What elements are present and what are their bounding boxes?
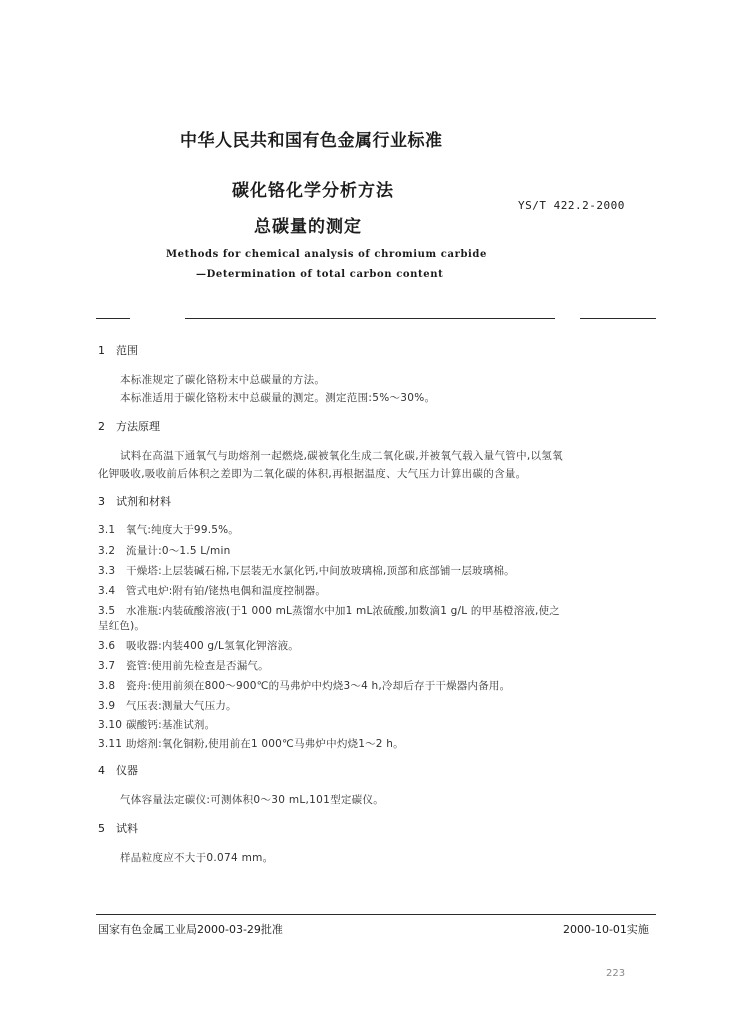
item-number: 3.2 [98, 545, 116, 557]
item-text: 流量计:0～1.5 L/min [126, 545, 231, 557]
list-item [98, 638, 299, 653]
item-text: 氧气:纯度大于99.5%。 [126, 524, 239, 536]
section-title: 方法原理 [116, 420, 160, 433]
section-number: 2 [98, 420, 105, 433]
item-number: 3.11 [98, 738, 123, 750]
footer-divider [96, 914, 656, 915]
section-heading [98, 762, 138, 778]
implementation-date: 2000-10-01实施 [563, 923, 649, 936]
section-heading [98, 820, 138, 836]
item-number: 3.1 [98, 524, 116, 536]
list-item [98, 563, 515, 578]
section-number: 4 [98, 764, 105, 777]
paragraph: 样品粒度应不大于0.074 mm。 [120, 852, 274, 864]
section-heading [98, 342, 138, 358]
header-divider-gap [130, 316, 185, 321]
list-item [98, 658, 269, 673]
paragraph: 气体容量法定碳仪:可测体积0～30 mL,101型定碳仪。 [120, 794, 385, 806]
section-number: 5 [98, 822, 105, 835]
section-number: 3 [98, 495, 105, 508]
document-title-line2: 总碳量的测定 [254, 217, 362, 237]
paragraph: 本标准适用于碳化铬粉末中总碳量的测定。测定范围:5%～30%。 [120, 392, 436, 404]
item-number: 3.5 [98, 605, 116, 617]
item-number: 3.3 [98, 565, 116, 577]
list-item [98, 698, 237, 713]
item-number: 3.4 [98, 585, 116, 597]
list-item [98, 717, 215, 732]
industry-standard-heading: 中华人民共和国有色金属行业标准 [180, 131, 443, 151]
item-number: 3.9 [98, 700, 116, 712]
paragraph: 化钾吸收,吸收前后体积之差即为二氧化碳的体积,再根据温度、大气压力计算出碳的含量。 [98, 468, 527, 480]
standard-number: YS/T 422.2-2000 [518, 199, 625, 212]
list-item [98, 522, 239, 537]
page-number: 223 [606, 968, 626, 979]
section-number: 1 [98, 344, 105, 357]
section-title: 试料 [116, 822, 138, 835]
item-text: 管式电炉:附有铂/铑热电偶和温度控制器。 [126, 585, 327, 597]
paragraph: 本标准规定了碳化铬粉末中总碳量的方法。 [120, 374, 326, 386]
item-text: 吸收器:内装400 g/L氢氧化钾溶液。 [126, 640, 299, 652]
section-title: 范围 [116, 344, 138, 357]
list-item [98, 603, 560, 618]
list-item [98, 583, 326, 598]
item-text: 碳酸钙:基准试剂。 [126, 719, 216, 731]
list-item [98, 736, 404, 751]
english-title-line1: Methods for chemical analysis of chromium carbide [166, 249, 487, 260]
list-item [98, 543, 230, 558]
item-text: 水准瓶:内装硫酸溶液(于1 000 mL蒸馏水中加1 mL浓硫酸,加数滴1 g/L 的甲基橙溶液,使之 [126, 605, 560, 617]
list-item [98, 678, 510, 693]
english-title-line2: —Determination of total carbon content [196, 269, 444, 280]
section-heading [98, 493, 171, 509]
approval-line: 国家有色金属工业局2000-03-29批准 [98, 923, 283, 936]
document-title-line1: 碳化铬化学分析方法 [232, 181, 394, 201]
item-text: 瓷管:使用前先检查是否漏气。 [126, 660, 269, 672]
section-title: 试剂和材料 [116, 495, 171, 508]
section-title: 仪器 [116, 764, 138, 777]
item-number: 3.6 [98, 640, 116, 652]
item-text: 气压表:测量大气压力。 [126, 700, 237, 712]
section-heading [98, 418, 160, 434]
paragraph: 试料在高温下通氧气与助熔剂一起燃烧,碳被氧化生成二氧化碳,并被氧气载入量气管中,以氢氧 [120, 450, 563, 462]
item-text: 瓷舟:使用前须在800～900℃的马弗炉中灼烧3～4 h,冷却后存于干燥器内备用。 [126, 680, 511, 692]
item-number: 3.7 [98, 660, 116, 672]
item-text: 助熔剂:氧化铜粉,使用前在1 000℃马弗炉中灼烧1～2 h。 [126, 738, 404, 750]
item-text: 干燥塔:上层装碱石棉,下层装无水氯化钙,中间放玻璃棉,顶部和底部铺一层玻璃棉。 [126, 565, 515, 577]
item-number: 3.8 [98, 680, 116, 692]
item-number: 3.10 [98, 719, 123, 731]
list-item-continuation: 呈红色)。 [98, 620, 146, 632]
header-divider-gap [555, 316, 580, 321]
